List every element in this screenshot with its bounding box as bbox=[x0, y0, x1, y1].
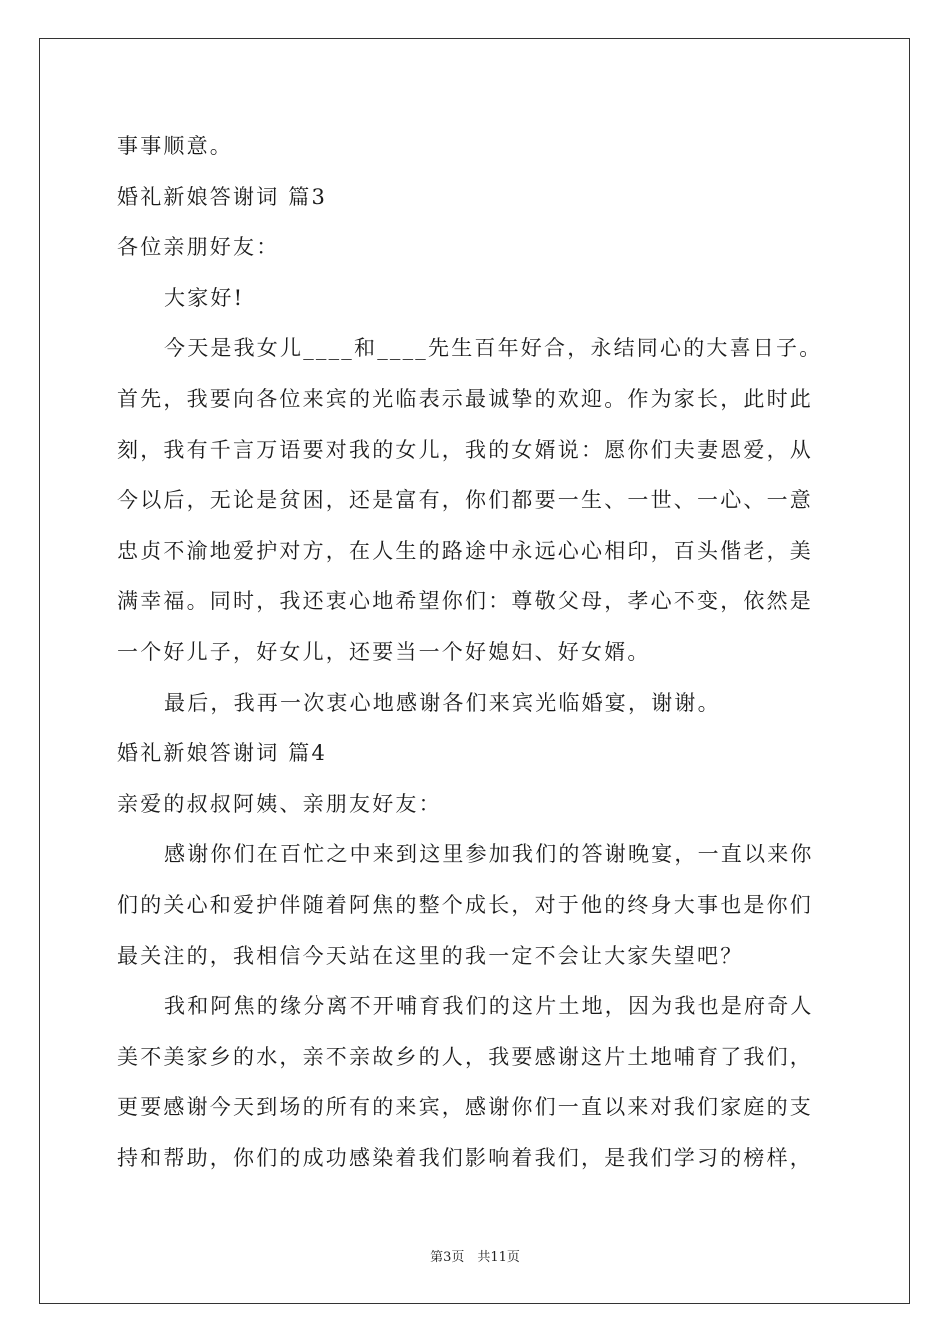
paragraph-line: 满幸福。同时，我还衷心地希望你们：尊敬父母，孝心不变，依然是 bbox=[117, 589, 813, 614]
paragraph-line: 感谢你们在百忙之中来到这里参加我们的答谢晚宴，一直以来你 bbox=[164, 842, 814, 867]
paragraph-line: 我和阿焦的缘分离不开哺育我们的这片土地，因为我也是府奇人 bbox=[164, 994, 814, 1019]
paragraph-line: 首先，我要向各位来宾的光临表示最诚挚的欢迎。作为家长，此时此 bbox=[117, 386, 813, 411]
paragraph-line: 最关注的，我相信今天站在这里的我一定不会让大家失望吧？ bbox=[117, 943, 744, 968]
paragraph-line: 今以后，无论是贫困，还是富有，你们都要一生、一世、一心、一意 bbox=[117, 488, 813, 513]
paragraph-line: 刻，我有千言万语要对我的女儿，我的女婿说：愿你们夫妻恩爱，从 bbox=[117, 437, 813, 462]
salutation: 各位亲朋好友： bbox=[117, 235, 280, 260]
section-heading: 婚礼新娘答谢词 篇4 bbox=[117, 741, 328, 766]
section-heading: 婚礼新娘答谢词 篇3 bbox=[117, 184, 328, 209]
paragraph-line: 更要感谢今天到场的所有的来宾，感谢你们一直以来对我们家庭的支 bbox=[117, 1095, 813, 1120]
paragraph-line: 一个好儿子，好女儿，还要当一个好媳妇、好女婿。 bbox=[117, 639, 651, 664]
page-number: 第3页 共11页 bbox=[430, 1250, 520, 1265]
paragraph-line: 今天是我女儿____和____先生百年好合，永结同心的大喜日子。 bbox=[164, 336, 823, 361]
paragraph-line: 持和帮助，你们的成功感染着我们影响着我们，是我们学习的榜样， bbox=[117, 1145, 813, 1170]
greeting: 大家好! bbox=[164, 285, 245, 310]
paragraph-line: 们的关心和爱护伴随着阿焦的整个成长，对于他的终身大事也是你们 bbox=[117, 892, 813, 917]
document-body bbox=[117, 121, 837, 1183]
paragraph-line: 最后，我再一次衷心地感谢各们来宾光临婚宴，谢谢。 bbox=[164, 690, 721, 715]
text-line: 事事顺意。 bbox=[117, 134, 233, 158]
paragraph-line: 美不美家乡的水，亲不亲故乡的人，我要感谢这片土地哺育了我们， bbox=[117, 1044, 813, 1069]
salutation: 亲爱的叔叔阿姨、亲朋友好友： bbox=[117, 791, 442, 816]
paragraph-line: 忠贞不渝地爱护对方，在人生的路途中永远心心相印，百头偕老，美 bbox=[117, 538, 813, 563]
